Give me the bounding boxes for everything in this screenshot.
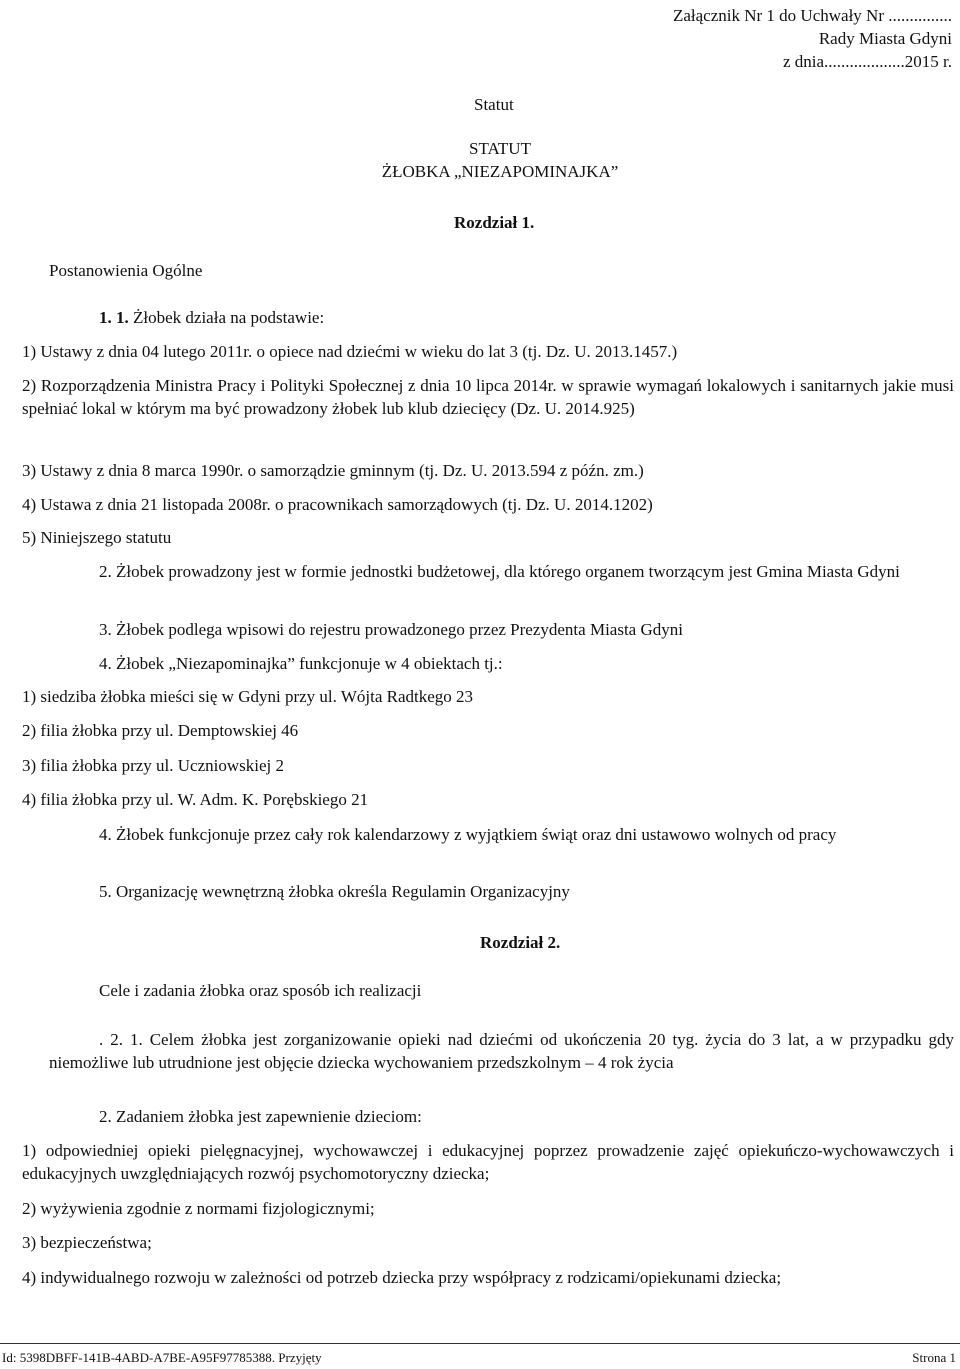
location-item-3: 3) filia żłobka przy ul. Uczniowskiej 2 [22, 756, 285, 775]
attachment-header-line1: Załącznik Nr 1 do Uchwały Nr ............... [672, 6, 952, 25]
section2-paragraph-1: . 2. 1. Celem żłobka jest zorganizowanie opieki nad dziećmi od ukończenia 20 tyg. życia do 3 lat, a w przypadku gdy niemożliwe lub utrudnione jest objęcie dziecka wychowaniem przedszkolnym – 4 rok życia [49, 1030, 954, 1072]
chapter2-heading: Rozdział 2. [480, 933, 561, 952]
legal-basis-item-3: 3) Ustawy z dnia 8 marca 1990r. o samorządzie gminnym (tj. Dz. U. 2013.594 z późn. zm.) [22, 461, 644, 480]
legal-basis-item-5: 5) Niniejszego statutu [22, 528, 172, 547]
section1-paragraph-5: 5. Organizację wewnętrzną żłobka określa Regulamin Organizacyjny [99, 882, 570, 901]
footer-document-id: Id: 5398DBFF-141B-4ABD-A7BE-A95F97785388. Przyjęty [2, 1350, 322, 1365]
section1-paragraph-2: 2. Żłobek prowadzony jest w formie jednostki budżetowej, dla którego organem tworzącym jest Gmina Miasta Gdyni [99, 562, 900, 581]
section2-paragraph-2: 2. Zadaniem żłobka jest zapewnienie dzieciom: [99, 1107, 422, 1126]
task-item-3: 3) bezpieczeństwa; [22, 1233, 152, 1252]
legal-basis-item-1: 1) Ustawy z dnia 04 lutego 2011r. o opiece nad dziećmi w wieku do lat 3 (tj. Dz. U. 2013.1457.) [22, 342, 678, 361]
attachment-header-line3: z dnia...................2015 r. [782, 52, 952, 71]
task-item-4: 4) indywidualnego rozwoju w zależności od potrzeb dziecka przy współpracy z rodzicami/opiekunami dziecka; [22, 1268, 782, 1287]
location-item-1: 1) siedziba żłobka mieści się w Gdyni przy ul. Wójta Radtkego 23 [22, 687, 474, 706]
footer-divider [0, 1343, 960, 1344]
task-item-1: 1) odpowiedniej opieki pielęgnacyjnej, wychowawczej i edukacyjnej poprzez prowadzenie zajęć opiekuńczo-wychowawczych i edukacyjnych uwzględniających rozwój psychomotoryczny dziecka; [22, 1141, 954, 1183]
legal-basis-item-2: 2) Rozporządzenia Ministra Pracy i Polityki Społecznej z dnia 10 lipca 2014r. w sprawie wymagań lokalowych i sanitarnych jakie musi spełniać lokal w którym ma być prowadzony żłobek lub klub dziecięcy (Dz. U. 2014.925) [22, 376, 954, 418]
attachment-header-line2: Rady Miasta Gdyni [818, 29, 952, 48]
section1-paragraph-4: 4. Żłobek „Niezapominajka” funkcjonuje w 4 obiektach tj.: [99, 654, 503, 673]
document-title: Statut [474, 95, 514, 114]
legal-basis-item-4: 4) Ustawa z dnia 21 listopada 2008r. o pracownikach samorządowych (tj. Dz. U. 2014.1202) [22, 495, 653, 514]
main-title-line1: STATUT [469, 139, 531, 158]
chapter2-title: Cele i zadania żłobka oraz sposób ich realizacji [99, 981, 422, 1000]
task-item-2: 2) wyżywienia zgodnie z normami fizjologicznymi; [22, 1199, 375, 1218]
location-item-4: 4) filia żłobka przy ul. W. Adm. K. Porębskiego 21 [22, 790, 369, 809]
location-item-2: 2) filia żłobka przy ul. Demptowskiej 46 [22, 721, 299, 740]
section1-paragraph-4b: 4. Żłobek funkcjonuje przez cały rok kalendarzowy z wyjątkiem świąt oraz dni ustawowo wolnych od pracy [99, 825, 837, 844]
main-title-line2: ŻŁOBKA „NIEZAPOMINAJKA” [381, 162, 619, 181]
footer-page-number: Strona 1 [912, 1350, 956, 1365]
section1-paragraph-3: 3. Żłobek podlega wpisowi do rejestru prowadzonego przez Prezydenta Miasta Gdyni [99, 620, 683, 639]
chapter1-title: Postanowienia Ogólne [49, 261, 203, 280]
section1-intro: 1. 1. Żłobek działa na podstawie: [99, 308, 325, 327]
chapter1-heading: Rozdział 1. [454, 213, 535, 232]
